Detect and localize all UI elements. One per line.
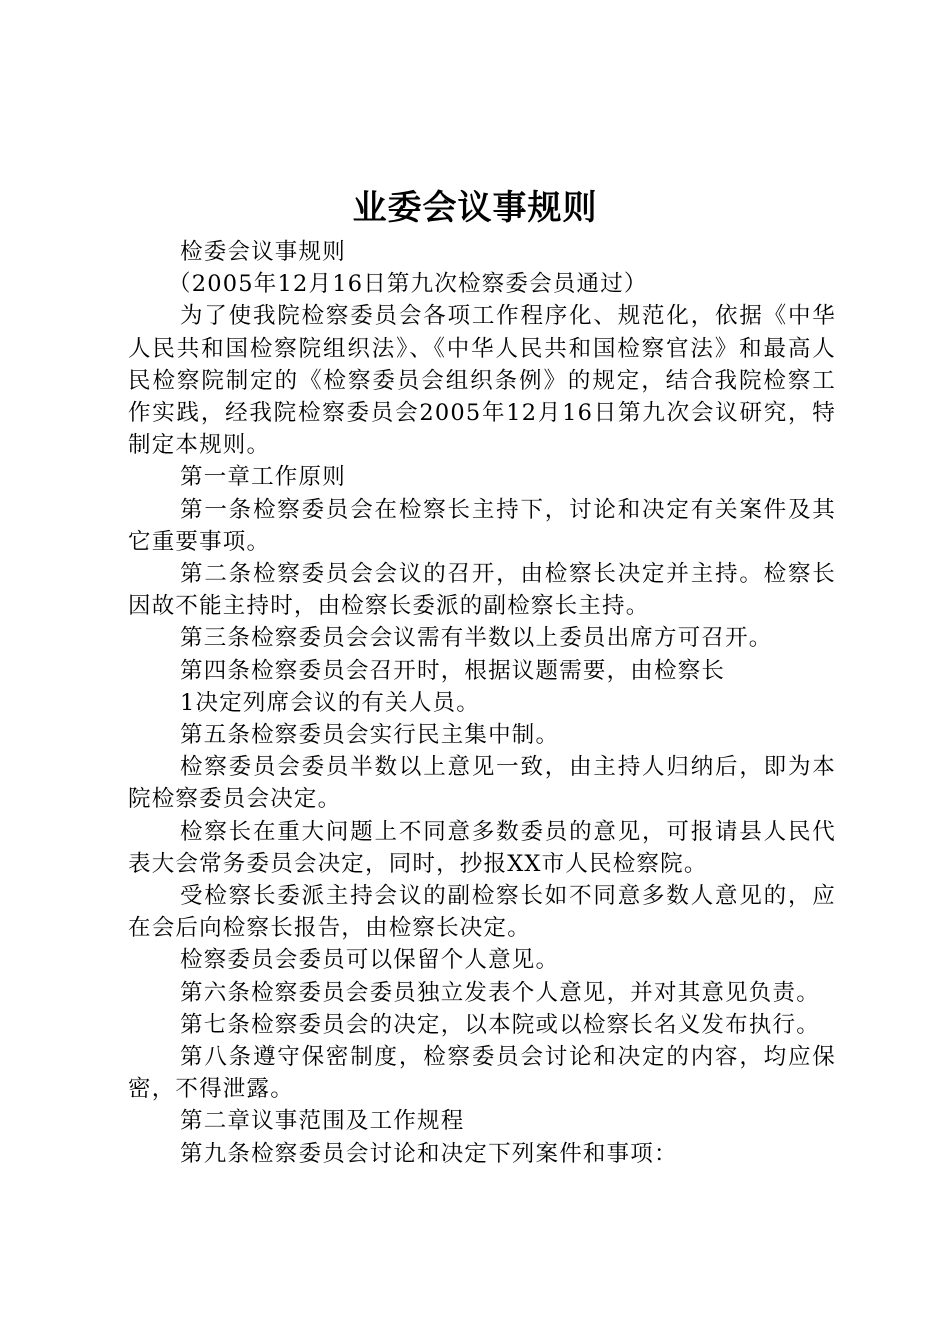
body-paragraph: 检察委员会委员半数以上意见一致，由主持人归纳后，即为本院检察委员会决定。 <box>128 754 836 813</box>
article-paragraph: 第九条检察委员会讨论和决定下列案件和事项： <box>180 1140 678 1167</box>
body-paragraph: 检察长在重大问题上不同意多数委员的意见，可报请县人民代表大会常务委员会决定，同时，抄报XX市人民检察院。 <box>128 818 836 877</box>
article-paragraph: 第三条检察委员会会议需有半数以上委员出席方可召开。 <box>180 625 773 652</box>
subtitle: 检委会议事规则 <box>180 239 346 265</box>
article-continuation: 1决定列席会议的有关人员。 <box>180 689 480 716</box>
article-paragraph: 第六条检察委员会委员独立发表个人意见，并对其意见负责。 <box>180 979 820 1006</box>
body-paragraph: 受检察长委派主持会议的副检察长如不同意多数人意见的，应在会后向检察长报告，由检察长决定。 <box>128 883 836 942</box>
article-paragraph: 第一条检察委员会在检察长主持下，讨论和决定有关案件及其它重要事项。 <box>128 496 836 555</box>
chapter-heading: 第一章工作原则 <box>180 464 346 491</box>
document-body <box>128 236 836 1170</box>
article-paragraph: 第七条检察委员会的决定，以本院或以检察长名义发布执行。 <box>180 1011 820 1038</box>
chapter-heading: 第二章议事范围及工作规程 <box>180 1108 465 1135</box>
adoption-note: （2005年12月16日第九次检察委会员通过） <box>168 271 648 298</box>
article-paragraph: 第五条检察委员会实行民主集中制。 <box>180 722 560 749</box>
preamble-paragraph: 为了使我院检察委员会各项工作程序化、规范化，依据《中华人民共和国检察院组织法》、《中华人民共和国检察官法》和最高人民检察院制定的《检察委员会组织条例》的规定，结合我院检察工作实践，经我院检察委员会2005年12月16日第九次会议研究，特制定本规则。 <box>128 303 836 459</box>
article-paragraph: 第四条检察委员会召开时，根据议题需要，由检察长 <box>180 657 726 684</box>
article-paragraph: 第八条遵守保密制度，检察委员会讨论和决定的内容，均应保密，不得泄露。 <box>128 1044 836 1103</box>
body-paragraph: 检察委员会委员可以保留个人意见。 <box>180 947 560 974</box>
document-title: 业委会议事规则 <box>352 188 598 228</box>
article-paragraph: 第二条检察委员会会议的召开，由检察长决定并主持。检察长因故不能主持时，由检察长委派的副检察长主持。 <box>128 561 836 620</box>
